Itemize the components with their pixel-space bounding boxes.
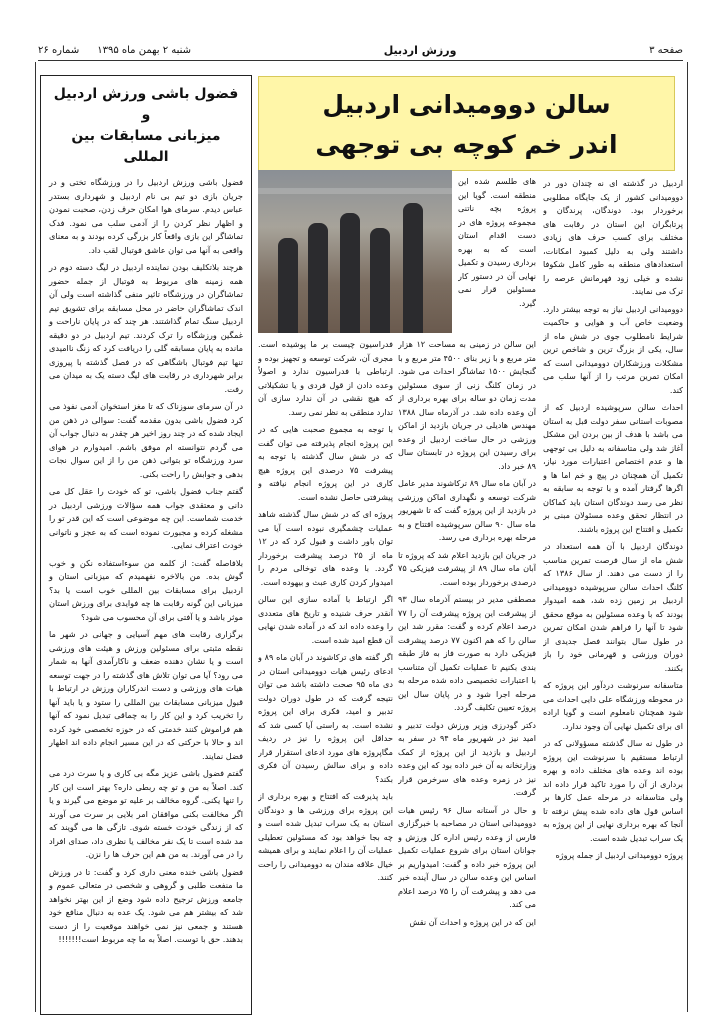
article-paragraph: های طلسم شده این منطقه است. گویا این پروژه بچه ناتنی مجموعه پروژه های در دست اقدام استان است که به بهره برداری رسیدن و تکمیل نهایی آن در دستور کار مسئولین قرار نمی گیرد. — [458, 176, 536, 308]
article-paragraph: احداث سالن سرپوشیده اردبیل که از مصوبات استانی سفر دولت قبل به استان می باشد با هدف از بین بردن این مشکل آغاز شد ولی متاسفانه به دلیل بی توجهی ها و عدم اختصاص اعتبارات مورد نیاز، تکمیل آن همچنان در پیچ و خم اما ها و اگرها گرفتار آمده و با توجه به سابقه به نظر می رسد دوندگان استان باید کماکان در انتظار تحقق وعده مسئولان مبنی بر تکمیل و افتتاح این پروژه باشند. — [543, 402, 683, 534]
article-paragraph: متاسفانه سرنوشت دردآور این پروژه که در محوطه ورزشگاه علی دایی احداث می شود همچنان نامعلوم است و گویا اراده ای برای تکمیل نهایی آن وجود ندارد. — [543, 680, 683, 731]
article-paragraph: باید پذیرفت که افتتاح و بهره برداری از این پروژه برای ورزشی ها و دوندگان استان به یک سراب تبدیل شده است و چه بجا خواهد بود که مسئولین تعطیلی عملیات آن را اعلام نمایند و برای همیشه خیال علاقه مندان به دوومیدانی را راحت کنند. — [258, 791, 393, 882]
date-issue — [38, 45, 191, 56]
article-paragraph: پروژه ای که در شش سال گذشته شاهد عملیات چشمگیری نبوده است آیا می توان باور داشت و قبول کرد که در ۱۲ ماه از ۲۵ درصد پیشرفت برخوردار گردد. با وعده های توخالی مردم را امیدوار کردن کاری عبث و بیهوده است. — [258, 509, 393, 587]
article-paragraph: با توجه به مجموع صحبت هایی که در این پروژه انجام پذیرفته می توان گفت که در شش سال گذشته با توجه به پیشرفت ۷۵ درصدی این پروژه هیچ کاری در این پروژه انجام نیافته و پیشرفتی حاصل نشده است. — [258, 424, 393, 502]
photo-person — [308, 223, 328, 333]
page-rule-right — [687, 62, 688, 1012]
article-column-right — [543, 177, 683, 1009]
sidebar-paragraph: گفتم فضول باشی عزیز مگه بی کاری و یا سرت درد می کند. اصلاً به من و تو چه ربطی داره؟ بهتر است این کار را تنها یکنی. گروه مخالف بر علیه تو موضع می گیرند و یا اگر مخالفت بکنی موافقان امر بلایی بر سرت می آورند که از زندگی خودت خسته شوی. تازگی ها می گویند که مد شده است تا یک نفر مخالف یا نظری داد، صدای افراد را در می آورند. به من هم این حرف ها را نزن. — [49, 768, 243, 859]
headline-box — [258, 76, 675, 171]
sidebar-paragraph: برگزاری رقابت های مهم آسیایی و جهانی در شهر ما نقطه مثبتی برای مسئولین ورزش و هیئت های ورزشی است و یا نشان دهنده ضعف و ناکارآمدی آنها به شمار می رود؟ آیا می توان تلاش های گذشته را در جهت توسعه هیات های ورزشی و دست اندرکاران ورزش در ارتباط با قبول میزبانی مسابقات بین المللی را ستود و یا باید آنها را تخریب کرد و این کار را به چماقی تبدیل نمود که آنها هم فراموش کنند خدمتی که در حوزه تخصصی خود کرده اند و حالا با حرکتی که در این مسیر انجام داده اند اظهار فضل نمایند. — [49, 629, 243, 761]
photo-ceiling-beam — [258, 188, 452, 194]
photo-person — [340, 213, 360, 333]
sidebar-paragraph: فضول باشی خنده معنی داری کرد و گفت: تا در ورزش ما منفعت طلبی و گروهی و شخصی در متعالی عموم و جامعه ورزش ترجیح داده شود وضع از این بهتر نخواهد شد که بیشتر هم می شود. یک عده به دنبال منافع خود هستند و جمعی نیز نمی خواهند موقعیت را از دست بدهند. حق با توست. اصلاً به ما چه مربوط است!!!!!!! — [49, 866, 243, 944]
photo-person — [370, 228, 390, 333]
headline-line1: سالن دوومیدانی اردبیل — [322, 90, 611, 119]
article-paragraph: و حال در آستانه سال ۹۶ رئیس هیات دوومیدانی استان در مصاحبه با خبرگزاری فارس از وعده رئیس اداره کل ورزش و جوانان استان برای شروع عملیات تکمیل این پروژه خبر داده و گفت: امیدواریم بر اساس این وعده سالن در سال آینده خبر می دهد و پیشرفت آن را ۷۵ درصد اعلام می کند. — [398, 804, 536, 909]
article-photo — [258, 170, 452, 333]
headline-line2: اندر خم کوچه بی توجهی — [315, 130, 618, 159]
article-paragraph: پروژه دوومیدانی اردبیل از جمله پروژه — [555, 850, 683, 860]
sidebar-paragraph: هرچند بلاتکلیف بودن نماینده اردبیل در لیگ دسته دوم در همه زمینه های مربوط به فوتبال از جمله حضور تماشاگران در ورزشگاه تاثیر منفی گذاشته است ولی آن اندک تماشاگران حاضر در محل مسابقه برای تشویق تیم اردبیل سنگ تمام گذاشتند. هر چند که در پایان ناراحت و غمگین ورزشگاه را ترک کردند. تیم اردبیل در دو دقیقه مانده به پایان مسابقه گلی را دریافت کرد که زنگ ناامیدی تنها تیم فوتبال باشگاهی که در فصل گذشته با پیروزی برابر شهرداری در رقابت های لیگ دسته یک به میدان می رفت. — [49, 262, 243, 394]
page-number: صفحه ۳ — [649, 44, 683, 56]
photo-person — [278, 238, 298, 333]
article-column-middle — [398, 338, 536, 1013]
issue-number: شماره ۲۶ — [38, 44, 80, 56]
article-column-top — [458, 175, 536, 335]
issue-date: شنبه ۲ بهمن ماه ۱۳۹۵ — [97, 44, 192, 56]
page-rule-left — [35, 62, 36, 1012]
sidebar-article — [40, 75, 252, 1015]
sidebar-title — [49, 84, 243, 168]
article-paragraph: این سالن در زمینی به مساحت ۱۲ هزار متر مربع و با زیر بنای ۴۵۰۰ متر مربع و با گنجایش ۱۵۰۰ تماشاگر احداث می شود. در زمان کلنگ زنی از سوی مسئولین مدت زمان دو ساله برای بهره برداری از آن وعده داده شد. در آذرماه سال ۱۳۸۸ مهندس هادیلی در جریان بازدید از اماکن ورزشی در حال ساخت اردبیل از وعده برای رسیدن این پروژه در تابستان سال ۸۹ خبر داد. — [398, 339, 536, 471]
photo-person — [403, 203, 423, 333]
article-paragraph: اگر گفته های ترکاشوند در آبان ماه ۸۹ و ادعای رئیس هیات دوومیدانی استان در دی ماه ۹۵ صحت داشته باشد می توان نتیجه گرفت که در طول دوران دولت تدبیر و امید، فکری برای این پروژه نشده است. به راستی آیا کسی شد که حداقل این پروژه را نیز در ردیف مگاپروژه های مورد ادعای استقرار قرار داده و برای سالش رسیدن آن فکری بکند؟ — [258, 652, 393, 784]
article-paragraph: دوومیدانی اردبیل نیاز به توجه بیشتر دارد. وضعیت خاص آب و هوایی و حاکمیت شرایط نامطلوب جوی در شش ماه از سال، یکی از بزرگ ترین و شاخص ترین مشکلات ورزشکاران دوومیدانی است که امکان تمرین مرتب را از آنها سلب می کند. — [543, 303, 683, 395]
article-paragraph: فدراسیون چیست بر ما پوشیده است. مجری آن، شرکت توسعه و تجهیز بوده و ارتباطی با فدراسیون ندارد و اصولاً وعده دادن از قول فردی و یا تشکیلاتی که هیچ نقشی در آن ندارد سازی آن تدارد منطقی به نظر نمی رسد. — [258, 339, 393, 417]
sidebar-title-line1: فضول باشی ورزش اردبیل و — [53, 86, 239, 123]
article-paragraph: اگر ارتباط با آماده سازی این سالن آنقدر حرف شنیده و تاریخ های متعددی را وعده داده اند که در آماده شدن نهایی آن قطع امید شده است. — [258, 594, 393, 645]
sidebar-paragraph: فضول باشی ورزش اردبیل را در ورزشگاه تختی و در جریان بازی دو تیم بی نام اردبیل و شهرداری بستدر عباس دیدم. سرمای هوا امکان حرف زدن، صحبت نمودن و اظهار نظر کردن را از آدمی سلب می نمود. فدک تماشاگر این بازی واقعاً کار بزرگی کرده بودند و به معنای واقعی به آنها می توان عاشق فوتبال لقب داد. — [49, 177, 243, 255]
article-paragraph: در آبان ماه سال ۸۹ ترکاشوند مدیر عامل شرکت توسعه و نگهداری اماکن ورزشی در بازدید از این پروژه گفت که تا شهریور ماه سال ۹۰ سالن سرپوشیده افتتاح و به مرحله بهره برداری می رسد. — [398, 478, 536, 542]
sidebar-paragraph: بلافاصله گفت: از کلمه من سوءاستفاده نکن و خوب گوش بده. من بالاخره نفهمیدم که میزبانی استان و اردبیل برای مسابقات بین المللی خوب است یا بد؟ میزبانی این گونه رقابت ها چه فوایدی برای ورزش استان موثر باشد و یا آفتی برای آن محسوب می شود؟ — [49, 557, 243, 622]
article-paragraph: در جریان این بازدید اعلام شد که پروژه تا آبان ماه سال ۸۹ از پیشرفت فیزیکی ۷۵ درصدی برخوردار بوده است. — [398, 549, 536, 587]
sidebar-paragraph: گفتم جناب فضول باشی، تو که خودت را عقل کل می دانی و معتقدی جواب همه سؤالات ورزشی اردبیل در خدمت شماست. این چه موضوعی است که این قدر تو را مشغله کرده و مجبورت نموده است که به عجز و ناتوانی خودت اعتراف نمایی. — [49, 486, 243, 550]
article-column-left — [258, 338, 393, 1013]
article-paragraph: مصطفی مدیر در بیستم آذرماه سال ۹۳ از پیشرفت این پروژه پیشرفت آن را ۷۷ درصد اعلام کرده و گفت: مقرر شد این سالن را که هم اکنون ۷۷ درصد پیشرفت فیزیکی دارد به صورت فاز به فاز طبقه بندی بکنیم تا عملیات تکمیل آن متناسب با اعتبارات تخصیصی داده شده مرحله به مرحله اجرا شود و در پایان سال این پروژه تعیین تکلیف گردد. — [398, 594, 536, 712]
section-title: ورزش اردبیل — [383, 43, 457, 57]
article-paragraph: اردبیل در گذشته ای نه چندان دور در دوومیدانی کشور از یک جایگاه مطلوبی برخوردار بود. دوندگان، پرندگان و پرتابگران این استان در رقابت های مختلف برای کسب حرف های زیادی داشتند ولی به دلیل کمبود امکانات، استعدادهای منطقه به طور کامل شکوفا نشده و خیلی زود فهرمانش عرصه را ترک می نمایند. — [543, 178, 683, 296]
article-paragraph: این که در این پروژه و احداث آن نقش — [409, 916, 536, 927]
article-paragraph: دوندگان اردبیل با آن همه استعداد در شش ماه از سال فرصت تمرین مناسب را از دست می دهند. از سال ۱۳۸۶ که کلنگ احداث سالن سرپوشیده دوومیدانی اردبیل بر زمین زده شد، همه امیدوار بودند که با وعده مسئولین به موقع محقق شود تا آنها را فراهم شدن امکان تمرین در طول سال بتوانند فصل جدیدی از دوران ورزشی و قهرمانی خود را باز بکنند. — [543, 541, 683, 673]
article-paragraph: دکتر گودرزی وزیر ورزش دولت تدبیر و امید نیز در شهریور ماه ۹۴ در سفر به اردبیل و بازدید از این پروژه از کمک وزارتخانه به آن خبر داده بود که این وعده نیز در زمره وعده های سرخرمن قرار گرفت. — [398, 719, 536, 797]
sidebar-title-line2: میزبانی مسابقات بین المللی — [71, 128, 221, 165]
page-header — [38, 40, 683, 61]
article-paragraph: در طول نه سال گذشته مسؤولانی که در ارتباط مستقیم با سرنوشت این پروژه بوده اند وعده های مختلف داده و بهره برداری از آن را مورد تاکید قرار داده اند ولی متاسفانه در مرحله عمل کارها بر اساس قول های داده شده پیش نرفته تا آنجا که بهره برداری نهایی از این پروژه به یک سراب تبدیل شده است. — [543, 738, 683, 843]
sidebar-paragraph: در آن سرمای سوزناک که تا مغز استخوان آدمی نفوذ می کرد فضول باشی بدون مقدمه گفت: سوالی در ذهن من ایجاد شده که در چند روز اخیر هر چقدر به دنبال جواب آن می گردم نتوانسته ام موفق باشم. امیدوارم در هوای سرد ورزشگاه تو بتوانی ذهن من را از این سوال نجات بدهی و جوابش را راحت بکنی. — [49, 401, 243, 479]
